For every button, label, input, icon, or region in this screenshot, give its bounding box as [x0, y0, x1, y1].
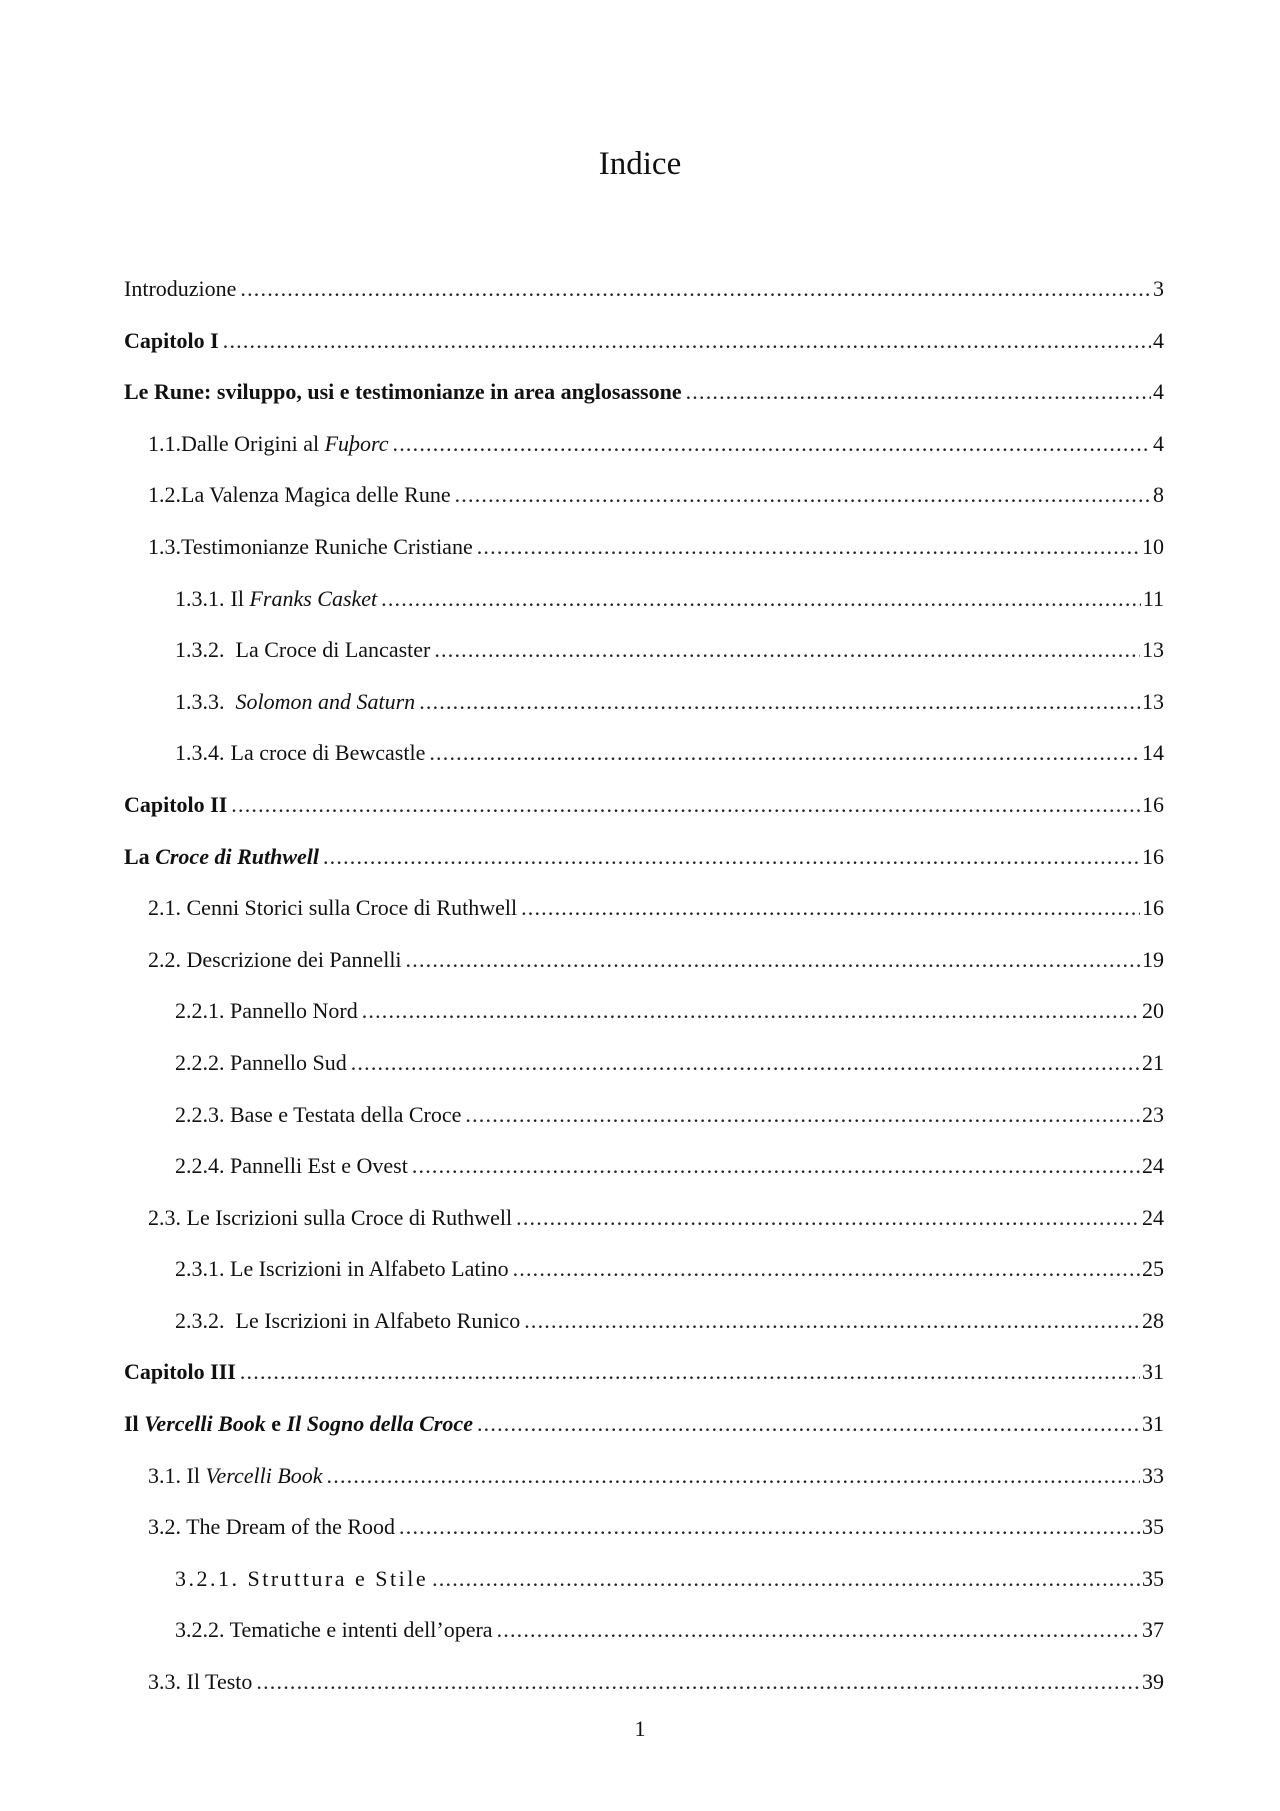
toc-page-number: 3	[1153, 276, 1164, 301]
toc-entry-2-2[interactable]	[124, 934, 1164, 986]
toc-leader-dots	[362, 985, 1140, 1037]
toc-entry-label: 2.2. Descrizione dei Pannelli	[148, 946, 402, 972]
toc-page-number: 14	[1142, 740, 1164, 766]
toc-entry-label: 3.1. Il Vercelli Book	[148, 1462, 323, 1488]
toc-entry-1-2[interactable]	[124, 469, 1164, 521]
toc-leader-dots	[477, 1398, 1140, 1450]
toc-entry-3-3[interactable]	[124, 1656, 1164, 1708]
toc-entry-label: 2.3.1. Le Iscrizioni in Alfabeto Latino	[175, 1256, 509, 1282]
toc-entry-2-3[interactable]	[124, 1192, 1164, 1244]
toc-entry-2-3-1[interactable]	[124, 1243, 1164, 1295]
toc-section-number: 1.3.4.	[175, 740, 225, 766]
toc-entry-label: Capitolo III	[124, 1359, 236, 1385]
toc-section-number: 2.3.2.	[175, 1307, 225, 1333]
toc-leader-dots	[412, 1140, 1140, 1192]
toc-entry-2-1[interactable]	[124, 882, 1164, 934]
toc-entry-label: Capitolo II	[124, 791, 228, 817]
toc-leader-dots	[231, 779, 1140, 831]
toc-page-number: 16	[1142, 843, 1164, 869]
toc-page-number: 21	[1142, 1049, 1164, 1075]
toc-page-number: 16	[1142, 791, 1164, 817]
toc-page-number: 24	[1142, 1204, 1164, 1230]
toc-leader-dots	[399, 1501, 1140, 1553]
toc-entry-label: Il Vercelli Book e Il Sogno della Croce	[124, 1411, 473, 1437]
toc-entry-3-2-1[interactable]	[124, 1553, 1164, 1605]
toc-page-number: 4	[1153, 327, 1164, 353]
toc-entry-2-2-1[interactable]	[124, 985, 1164, 1037]
toc-leader-dots	[223, 315, 1151, 367]
toc-leader-dots	[327, 1450, 1140, 1502]
toc-entry-label: Dalle Origini al Fuþorc	[181, 430, 389, 456]
toc-page-number: 8	[1153, 482, 1164, 508]
toc-entry-3-2[interactable]	[124, 1501, 1164, 1553]
toc-entry-label: Le Rune: sviluppo, usi e testimonianze in area anglosassone	[124, 379, 682, 405]
toc-section-number: 1.3.2.	[175, 637, 225, 663]
toc-page-number: 31	[1142, 1411, 1164, 1437]
toc-entry-label: 3.2. The Dream of the Rood	[148, 1514, 396, 1540]
toc-section-number: 1.3.	[148, 533, 181, 559]
toc-entry-le-rune[interactable]	[124, 366, 1164, 418]
toc-leader-dots	[516, 1192, 1140, 1244]
toc-section-number: 1.3.3.	[175, 688, 225, 714]
toc-entry-label: Le Iscrizioni in Alfabeto Runico	[235, 1307, 521, 1333]
toc-page-number: 33	[1142, 1462, 1164, 1488]
toc-page-number: 35	[1142, 1514, 1164, 1540]
toc-page-number: 11	[1142, 585, 1164, 611]
toc-entry-1-3[interactable]	[124, 521, 1164, 573]
toc-entry-capitolo-2[interactable]	[124, 779, 1164, 831]
toc-leader-dots	[686, 366, 1151, 418]
toc-leader-dots	[497, 1604, 1140, 1656]
page-title: Indice	[598, 146, 682, 183]
toc-leader-dots	[434, 624, 1140, 676]
toc-entry-label: 3.2.1. Struttura e Stile	[175, 1565, 429, 1591]
toc-leader-dots	[419, 676, 1140, 728]
toc-entry-label: La Croce di Ruthwell	[124, 843, 319, 869]
toc-entry-label: La Croce di Lancaster	[235, 637, 431, 663]
toc-entry-introduzione[interactable]	[124, 263, 1164, 315]
toc-leader-dots	[256, 1656, 1140, 1708]
table-of-contents	[124, 263, 1164, 1708]
toc-entry-1-3-4[interactable]	[124, 727, 1164, 779]
toc-page-number: 19	[1142, 946, 1164, 972]
toc-leader-dots	[240, 263, 1151, 315]
toc-page-number: 10	[1142, 533, 1164, 559]
toc-entry-capitolo-3[interactable]	[124, 1346, 1164, 1398]
toc-leader-dots	[323, 831, 1140, 883]
toc-entry-label: 3.3. Il Testo	[148, 1669, 253, 1695]
toc-page-number: 16	[1142, 895, 1164, 921]
toc-leader-dots	[406, 934, 1140, 986]
toc-entry-label: 2.1. Cenni Storici sulla Croce di Ruthwell	[148, 895, 518, 921]
toc-entry-label: 3.2.2. Tematiche e intenti dell’opera	[175, 1617, 493, 1643]
toc-page-number: 23	[1142, 1101, 1164, 1127]
toc-page-number: 25	[1142, 1256, 1164, 1282]
toc-entry-label: Solomon and Saturn	[235, 688, 416, 714]
toc-entry-croce-ruthwell[interactable]	[124, 831, 1164, 883]
toc-entry-label: Testimonianze Runiche Cristiane	[181, 533, 473, 559]
toc-entry-3-1[interactable]	[124, 1450, 1164, 1502]
toc-section-number: 1.2.	[148, 482, 181, 508]
toc-page-number: 31	[1142, 1359, 1164, 1385]
toc-entry-1-3-3[interactable]	[124, 676, 1164, 728]
toc-entry-vercelli-sogno[interactable]	[124, 1398, 1164, 1450]
toc-page-number: 39	[1142, 1669, 1164, 1695]
toc-entry-3-2-2[interactable]	[124, 1604, 1164, 1656]
toc-page-number: 37	[1142, 1617, 1164, 1643]
toc-entry-2-3-2[interactable]	[124, 1295, 1164, 1347]
toc-page-number: 13	[1142, 688, 1164, 714]
toc-page-number: 4	[1153, 379, 1164, 405]
toc-leader-dots	[513, 1243, 1140, 1295]
toc-section-number: 1.1.	[148, 430, 181, 456]
toc-entry-1-1[interactable]	[124, 418, 1164, 470]
toc-entry-label: 2.2.3. Base e Testata della Croce	[175, 1101, 462, 1127]
toc-page-number: 28	[1142, 1307, 1164, 1333]
toc-entry-label: La Valenza Magica delle Rune	[181, 482, 451, 508]
toc-page-number: 4	[1153, 430, 1164, 456]
toc-entry-capitolo-1[interactable]	[124, 315, 1164, 367]
toc-leader-dots	[521, 882, 1140, 934]
toc-entry-label: 2.2.2. Pannello Sud	[175, 1049, 347, 1075]
toc-entry-1-3-2[interactable]	[124, 624, 1164, 676]
toc-entry-label: 2.2.4. Pannelli Est e Ovest	[175, 1153, 408, 1179]
toc-leader-dots	[432, 1553, 1140, 1605]
toc-page-number: 24	[1142, 1153, 1164, 1179]
toc-entry-label: Il Franks Casket	[230, 585, 378, 611]
toc-page-number: 13	[1142, 637, 1164, 663]
toc-page-number: 20	[1142, 998, 1164, 1024]
toc-leader-dots	[381, 573, 1141, 625]
toc-entry-label: La croce di Bewcastle	[230, 740, 426, 766]
toc-leader-dots	[240, 1346, 1140, 1398]
toc-entry-2-2-3[interactable]	[124, 1089, 1164, 1141]
toc-leader-dots	[524, 1295, 1140, 1347]
toc-leader-dots	[477, 521, 1140, 573]
toc-entry-label: 2.3. Le Iscrizioni sulla Croce di Ruthwell	[148, 1204, 513, 1230]
toc-entry-2-2-2[interactable]	[124, 1037, 1164, 1089]
toc-leader-dots	[429, 727, 1140, 779]
toc-entry-1-3-1[interactable]	[124, 573, 1164, 625]
toc-entry-label: Introduzione	[124, 276, 237, 301]
toc-entry-2-2-4[interactable]	[124, 1140, 1164, 1192]
toc-leader-dots	[393, 418, 1151, 470]
toc-section-number: 1.3.1.	[175, 585, 225, 611]
toc-leader-dots	[351, 1037, 1140, 1089]
toc-page-number: 35	[1142, 1565, 1164, 1591]
toc-entry-label: Capitolo I	[124, 327, 219, 353]
toc-entry-label: 2.2.1. Pannello Nord	[175, 998, 358, 1024]
toc-leader-dots	[455, 469, 1151, 521]
page-number: 1	[634, 1716, 646, 1741]
toc-leader-dots	[465, 1089, 1140, 1141]
